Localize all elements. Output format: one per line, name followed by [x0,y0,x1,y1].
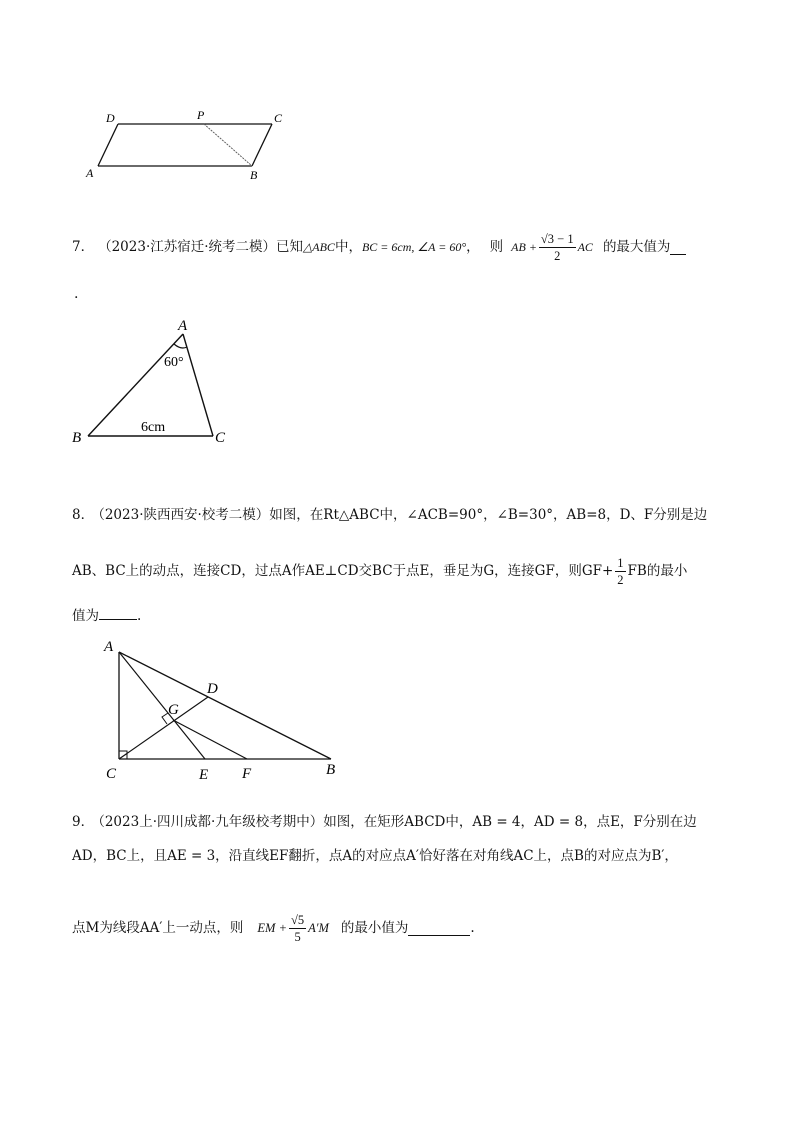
side-label: 6cm [141,420,166,435]
q7-in: 中， [334,239,362,255]
label-f: F [242,766,252,782]
segment-cd [119,697,208,759]
side-bc [252,124,272,166]
q7-source: （2023·江苏宿迁·统考二模） [98,239,277,255]
angle-arc-a [174,344,187,348]
segment-gf [173,720,247,759]
q9-end: . [470,920,475,936]
label-c: C [106,766,117,782]
question-8-line-3 [72,605,141,626]
side-ac [183,334,213,436]
segment-pb [204,124,252,166]
q9-source: （2023上·四川成都·九年级校考期中） [98,814,324,830]
label-d: D [207,681,218,697]
q8-source: （2023·陕西西安·校考二模） [98,507,270,523]
label-g: G [168,702,179,718]
q7-answer-blank[interactable] [670,240,686,255]
segment-ae [119,652,205,759]
label-a: A [178,318,188,334]
question-8-line-1 [72,505,707,525]
side-ba [88,334,183,436]
label-p: P [197,108,205,122]
q9-frac-num: √5 [291,912,305,927]
label-a: A [86,166,94,180]
angle-label: 60° [164,355,184,370]
q7-number: 7． [72,239,95,255]
question-9-line-1 [72,812,697,832]
q7-fraction [539,231,576,264]
q9-text-2: AD，BC上，且AE = 3，沿直线EF翻折，点A的对应点A′恰好落在对角线AC上，点B的对应点为B′， [72,848,678,864]
q7-comma: ， [466,239,480,255]
q9-fraction [289,912,306,945]
q7-expr-tail: AC [577,240,593,254]
q9-frac-den: 5 [294,929,301,944]
q8-frac-den: 2 [617,572,624,587]
q7-then: 则 [489,239,504,255]
q9-answer-blank[interactable] [408,921,470,936]
q7-frac-num: √3 − 1 [540,231,574,246]
q8-text-4: 值为 [72,608,99,624]
question-9-line-2 [72,846,678,866]
q8-text-1: 如图，在Rt△ABC中，∠ACB=90°，∠B=30°，AB=8，D、F分别是边 [269,507,708,523]
q7-known: 已知 [276,239,304,255]
q8-number: 8． [72,507,95,523]
label-b: B [250,168,258,182]
figure-triangle-abc [68,312,238,447]
label-b: B [326,762,336,778]
q8-text-2: AB、BC上的动点，连接CD，过点A作AE⊥CD交BC于点E，垂足为G，连接GF，则GF+ [72,563,614,579]
question-7 [72,229,686,265]
q7-frac-den: 2 [554,248,561,263]
side-ad [98,124,118,166]
figure-parallelogram [80,105,300,185]
q9-number: 9． [72,814,95,830]
q8-frac-num: 1 [617,555,624,570]
q9-text-1: 如图，在矩形ABCD中，AB = 4，AD = 8，点E，F分别在边 [323,814,697,830]
q7-ask: 的最大值为 [602,239,671,255]
q8-answer-blank[interactable] [99,605,137,620]
q8-fraction [615,555,625,588]
q7-condition: BC = 6cm, ∠A = 60° [361,240,467,254]
label-a: A [104,639,114,655]
q9-text-3: 点M为线段AA′上一动点，则 [72,920,244,936]
question-8-line-2 [72,553,687,589]
figure-right-triangle [95,632,355,784]
q7-trailing-dot: . [74,286,79,302]
q7-expr-lead: AB + [511,240,537,254]
label-e: E [199,767,209,783]
q7-triangle: △ABC [303,240,335,254]
q8-text-3: FB的最小 [627,563,688,579]
label-d: D [106,111,115,125]
q9-expr-lead: EM + [257,921,287,935]
side-ab [119,652,331,759]
q8-end: . [137,608,142,624]
label-b: B [72,430,82,446]
label-c: C [274,111,283,125]
q9-text-4: 的最小值为 [340,920,409,936]
q9-expr-tail: A′M [308,921,329,935]
label-c: C [215,430,226,446]
question-9-line-3 [72,908,475,948]
